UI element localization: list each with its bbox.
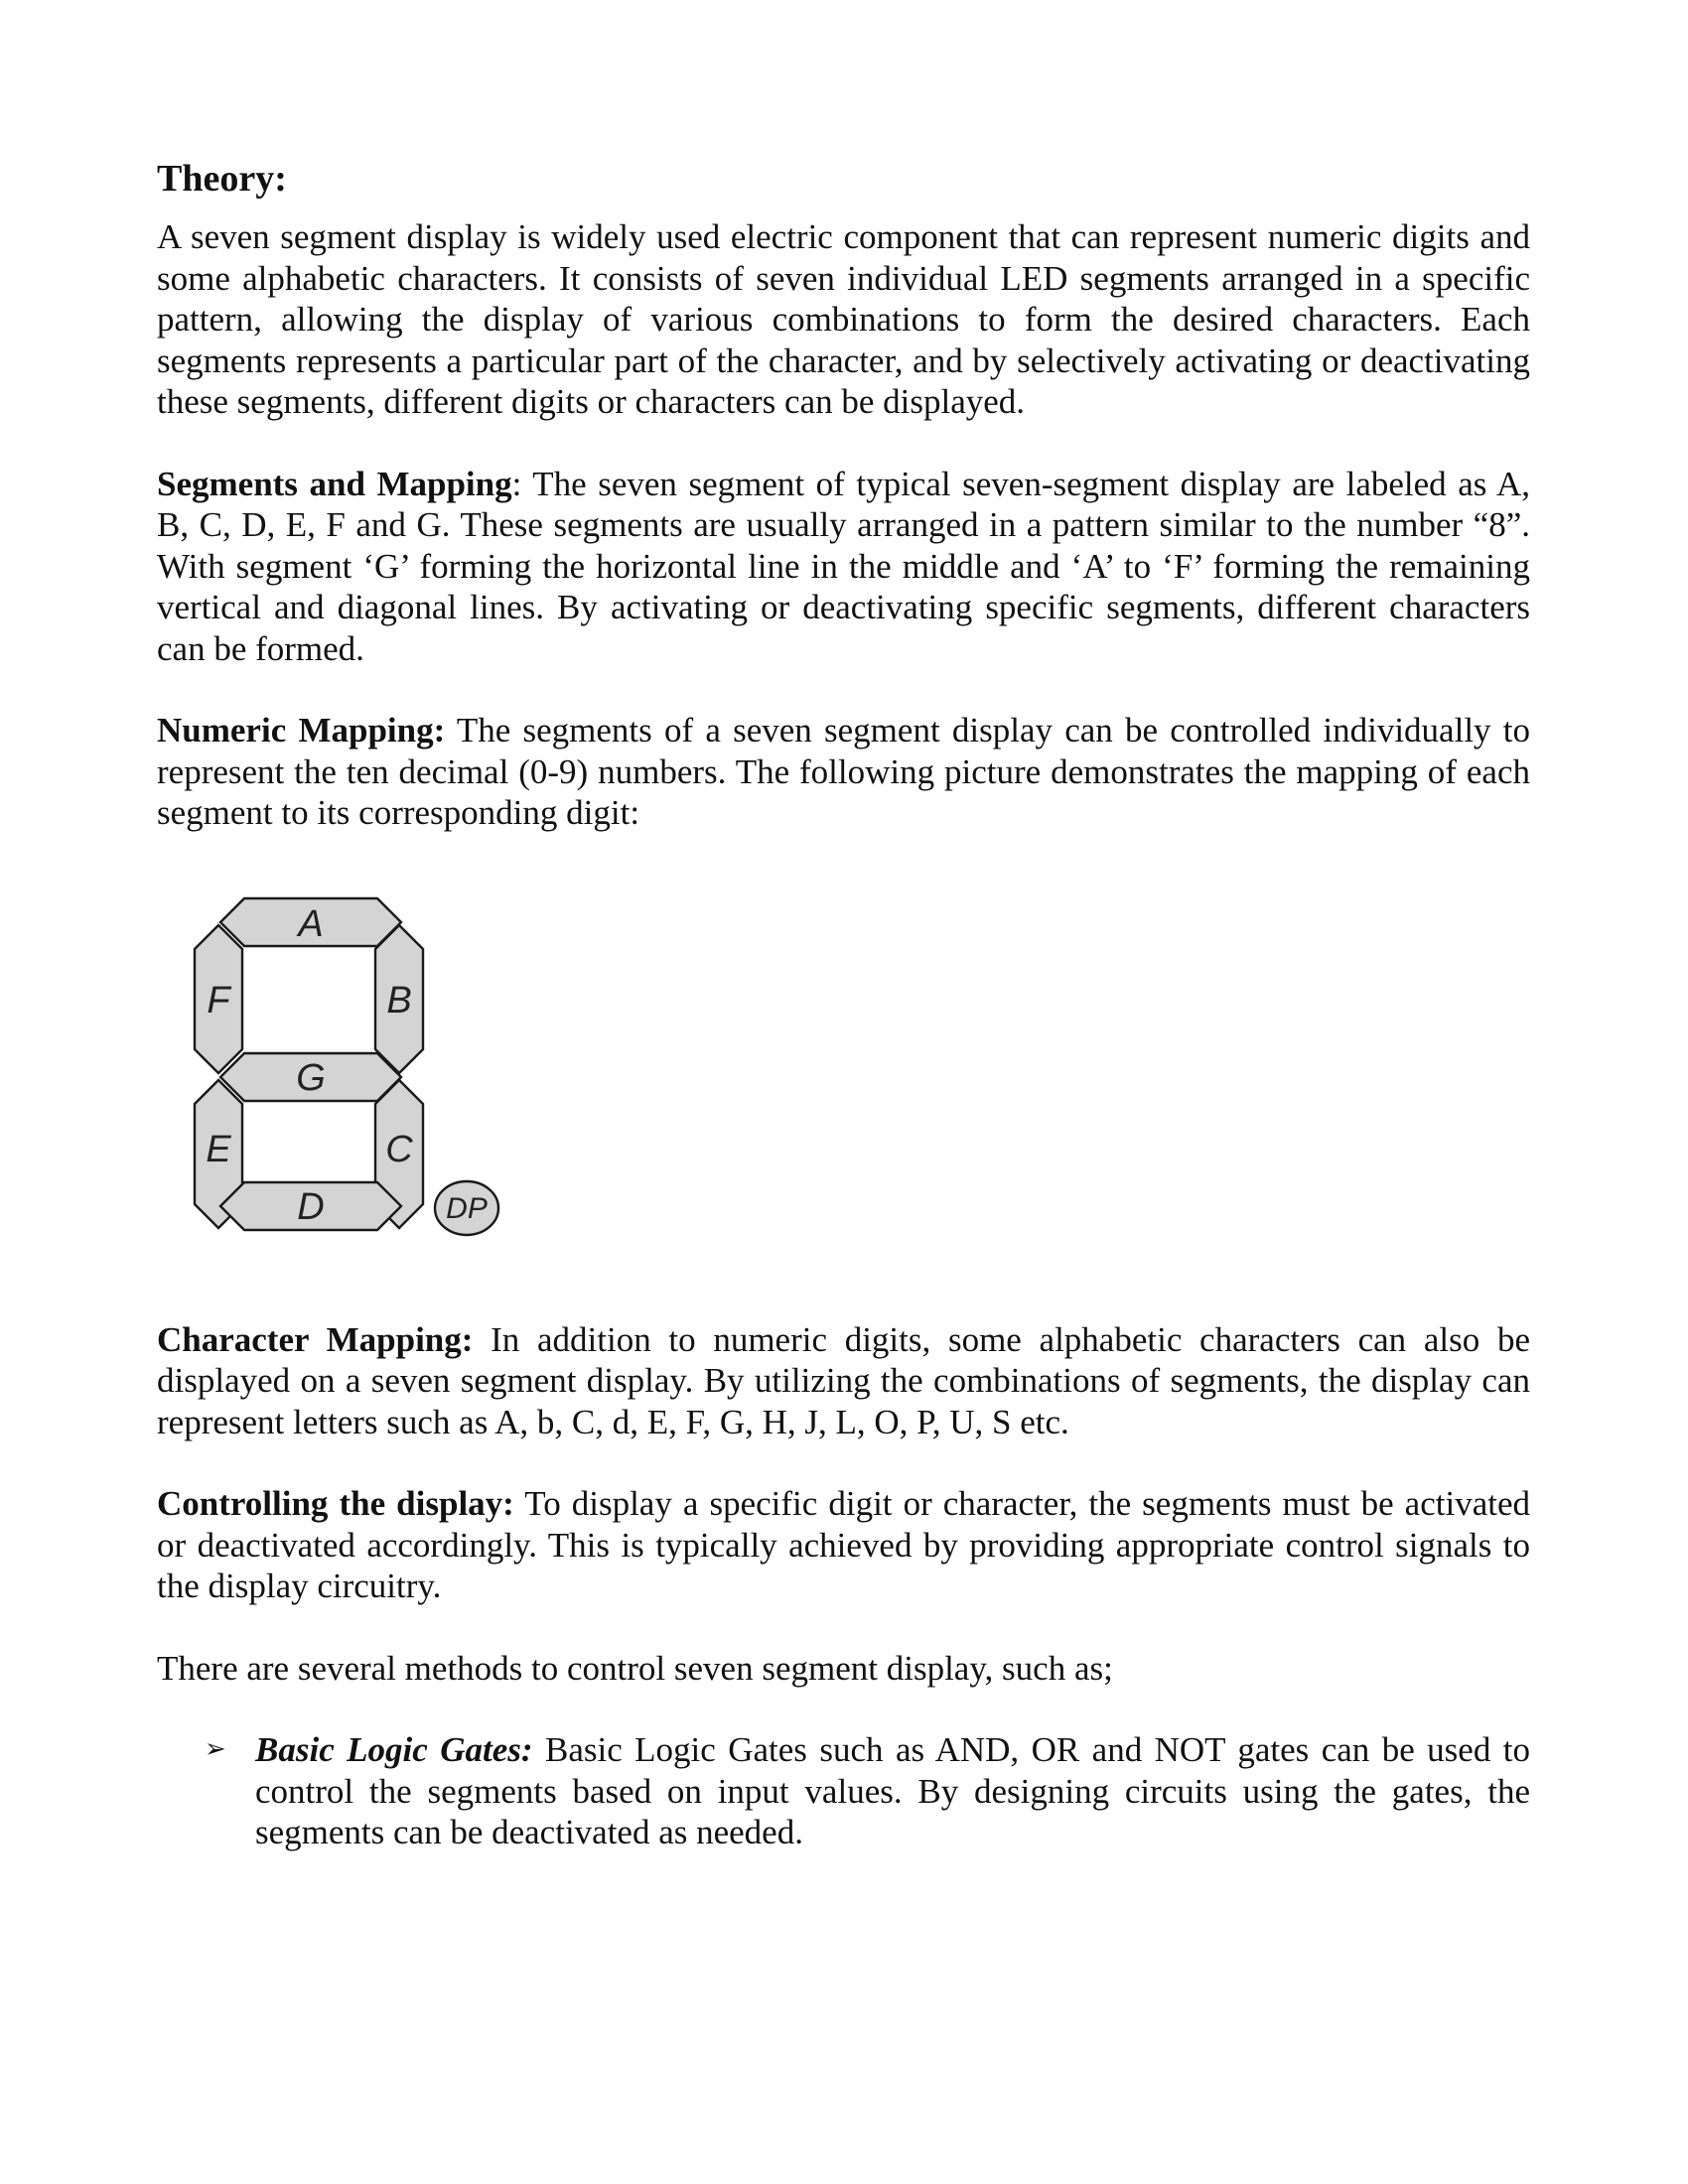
- controlling-title: Controlling the display:: [157, 1484, 514, 1523]
- character-mapping-paragraph: [157, 1319, 1530, 1443]
- methods-list: [157, 1729, 1530, 1853]
- segments-mapping-paragraph: [157, 464, 1530, 670]
- segment-dp-label: DP: [446, 1191, 488, 1225]
- methods-intro-paragraph: There are several methods to control seven segment display, such as;: [157, 1648, 1113, 1688]
- character-mapping-title: Character Mapping:: [157, 1319, 474, 1359]
- list-item: [157, 1729, 1530, 1853]
- arrow-bullet-icon: ➢: [205, 1734, 226, 1764]
- segment-b-label: B: [386, 979, 412, 1022]
- segment-e-label: E: [206, 1128, 231, 1170]
- controlling-body: To display a specific digit or character, the segments must be activated or deactivated accordingly. This is typically achieved by providing appropriate control signals to the display circuitry.: [157, 1484, 1530, 1605]
- controlling-paragraph: [157, 1483, 1530, 1607]
- method-body: Basic Logic Gates such as AND, OR and NOT gates can be used to control the segments based on input values. By designing circuits using the gates, the segments can be deactivated as needed.: [255, 1730, 1530, 1851]
- segment-f-label: F: [207, 979, 230, 1022]
- segments-mapping-title: Segments and Mapping: [157, 464, 512, 503]
- segment-d-label: D: [297, 1185, 325, 1228]
- seven-segment-diagram: [157, 875, 514, 1242]
- segment-c-label: C: [385, 1128, 413, 1170]
- seven-segment-svg: [157, 875, 514, 1242]
- theory-heading: Theory:: [157, 158, 287, 200]
- numeric-mapping-title: Numeric Mapping:: [157, 711, 446, 750]
- numeric-mapping-paragraph: [157, 710, 1530, 834]
- character-mapping-body: In addition to numeric digits, some alphabetic characters can also be displayed on a seven segment display. By utilizing the combinations of segments, the display can represent letters such as A, b, C, d, E, F, G, H, J, L, O, P, U, S etc.: [157, 1319, 1530, 1441]
- segment-a-label: A: [298, 902, 324, 945]
- segments-mapping-body: : The seven segment of typical seven-segment display are labeled as A, B, C, D, E, F and G. These segments are usually arranged in a pattern similar to the number “8”. With segment ‘G’ forming the horizontal line in the middle and ‘A’ to ‘F’ forming the remaining vertical and diagonal lines. By activating or deactivating specific segments, different characters can be formed.: [157, 464, 1530, 668]
- method-title: Basic Logic Gates:: [255, 1730, 533, 1769]
- numeric-mapping-body: The segments of a seven segment display can be controlled individually to represent the ten decimal (0-9) numbers. The following picture demonstrates the mapping of each segment to its corresponding digit:: [157, 711, 1530, 832]
- segment-g-label: G: [296, 1056, 326, 1099]
- theory-intro-paragraph: A seven segment display is widely used electric component that can represent numeric digits and some alphabetic characters. It consists of seven individual LED segments arranged in a specific pattern, allowing the display of various combinations to form the desired characters. Each segments represents a particular part of the character, and by selectively activating or deactivating these segments, different digits or characters can be displayed.: [157, 217, 1530, 421]
- document-page: [157, 155, 1530, 1853]
